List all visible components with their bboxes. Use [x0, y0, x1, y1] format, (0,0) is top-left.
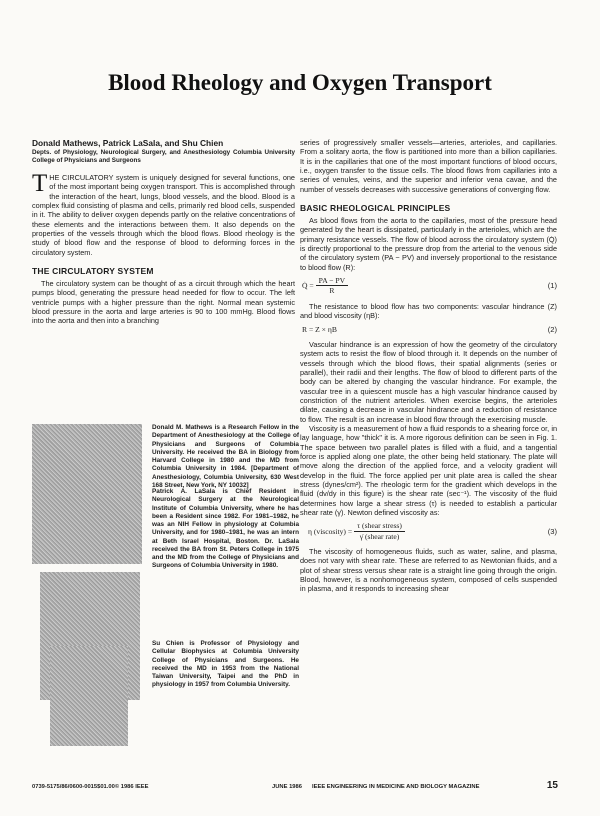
drop-cap: T: [32, 170, 48, 197]
equation-3-numerator: τ (shear stress): [354, 521, 405, 531]
right-paragraph-5: Viscosity is a measurement of how a fluid responds to a shearing force or, in lay language, how "thick" it is. A more rigorous definition can be seen in Fig. 1. The space between two parallel plates is filled with a fluid, and a tangential force is applied along one plate, the other being held stationary. The plate will move along the direction of the applied force, and a velocity gradient will develop in the fluid. The force applied per unit plate area is called the shear stress (dynes/cm²). The rheologic term for the gradient which develops in the fluid (dv/dy in this figure) is the shear rate (sec⁻¹). The viscosity of the fluid determines how large a shear stress (τ) is needed to establish a particular shear rate (γ̇). Newton defined viscosity as:: [300, 423, 557, 518]
right-paragraph-4: Vascular hindrance is an expression of how the geometry of the circulatory system acts to resist the flow of blood through it. It depends on the number of vessels through which the blood flows, their spatial alignments (series or parallel), their radii and their lengths. The flow of blood to different parts of the body can be altered by changing the vascular hindrance. For example, the vascular tree in a quiescent muscle has a high vascular hindrance caused by constriction of the nutrient arterioles. When exercise begins, the arterioles dilate, causing a decrease in vascular hindrance and a reduction of resistance to flow. The result is an increase in blood flow through the exercising muscle.: [300, 339, 557, 424]
page-footer: [32, 780, 558, 791]
left-column: [32, 138, 295, 326]
footer-journal: IEEE ENGINEERING IN MEDICINE AND BIOLOGY MAGAZINE: [311, 784, 480, 790]
equation-3: [300, 521, 557, 541]
equation-1-lhs: Q̇ =: [302, 281, 314, 291]
intro-text: HE CIRCULATORY system is uniquely designed for several functions, one of the most important being oxygen transport. This is accomplished through the interaction of the heart, lungs, blood vessels, and the blood. Blood is a complex fluid consisting of plasma and cells, primarily red blood cells, suspended in it. The ability to deliver oxygen depends partly on the relative concentrations of these elements and the interactions between them. It also depends on the properties of the vessels through which the blood flows. Blood rheology is the study of blood flow and the response of blood to deforming forces in the circulatory system.: [32, 173, 295, 257]
right-paragraph-2: As blood flows from the aorta to the capillaries, most of the pressure head generated by the heart is dissipated, particularly in the arterioles, which are the primary resistance vessels. The flow of blood across the circulatory system (Q̇) is directly proportional to the pressure drop from the arterial to the venous side of the circulatory system (PA − PV) and inversely proportional to the resistance to blood flow (R):: [300, 216, 557, 272]
right-column: [300, 138, 557, 594]
equation-3-lhs: η (viscosity) =: [308, 526, 353, 536]
bio-text: Su Chien is Professor of Physiology and Cellular Biophysics at Columbia University College of Physicians and Surgeons. He received the MD in 1953 from the National Taiwan University, Taipei and the PhD in physiology in 1957 from Columbia University.: [152, 640, 299, 689]
footer-date: JUNE 1986: [272, 784, 302, 790]
right-paragraph-1: series of progressively smaller vessels—arteries, arterioles, and capillaries. From a solitary aorta, the flow is partitioned into more than a billion capillaries. It is in the capillaries that one of the most important functions of blood occurs, i.e., oxygen transfer to the tissue cells. The blood flows from capillaries into a series of venules, veins, and the superior and inferior vena cavae, and the number of vessels decreases with successive generations of converging flow.: [300, 138, 557, 194]
article-title: Blood Rheology and Oxygen Transport: [108, 70, 492, 95]
portrait-photo-chien: [50, 646, 128, 746]
right-paragraph-6: The viscosity of homogeneous fluids, such as water, saline, and plasma, does not vary with shear rate. These are referred to as Newtonian fluids, and a plot of shear stress versus shear rate is a straight line going through the origin. Blood, however, is a nonhomogeneous system, composed of cells suspended in plasma, and it responds to increasing shear: [300, 547, 557, 594]
author-list: Donald Mathews, Patrick LaSala, and Shu Chien: [32, 138, 224, 148]
right-paragraph-3: The resistance to blood flow has two components: vascular hindrance (Z) and blood viscosity (ηB):: [300, 301, 557, 321]
equation-1: [300, 276, 557, 296]
equation-1-numerator: PA − PV: [316, 276, 348, 286]
bio-text: Donald M. Mathews is a Research Fellow in the Department of Anesthesiology at the College of Physicians and Surgeons of Columbia University. He received the BA in Biology from Harvard College in 1980 and the MD from Columbia University in 1984. [Department of Anesthesiology, Columbia University, 630 West 168 Street, New York, NY 10032]: [152, 424, 299, 489]
author-affiliation: Depts. of Physiology, Neurological Surgery, and Anesthesiology Columbia University College of Physicians and Surgeons: [32, 149, 295, 164]
equation-1-number: (1): [547, 281, 557, 291]
bio-text: Patrick A. LaSala is Chief Resident in Neurological Surgery at the Neurological Institute of Columbia University, where he has been a Resident since 1982. For 1981–1982, he was an NIH Fellow in physiology at Columbia University, and for 1980–1981, he was an intern at Beth Israel Hospital, Boston. Dr. LaSala received the BA from St. Peters College in 1975 and the MD from the College of Physicians and Surgeons of Columbia University in 1980.: [152, 488, 299, 570]
circulatory-paragraph: The circulatory system can be thought of as a circuit through which the heart pumps blood, generating the pressure head needed for flow to occur. The left ventricle pumps with a higher pressure than the right. Normal mean systemic blood pressure in the aorta and large arteries is 90 to 100 mmHg. Blood flows into the aorta and then into a branching: [32, 279, 295, 326]
equation-3-number: (3): [547, 526, 557, 536]
footer-copyright: 0739-5175/86/0600-0015$01.00© 1986 IEEE: [32, 784, 149, 790]
intro-paragraph: [32, 170, 295, 257]
section-heading-circulatory: THE CIRCULATORY SYSTEM: [32, 266, 154, 277]
equation-2-number: (2): [547, 324, 557, 334]
page-number: 15: [546, 780, 558, 791]
equation-1-denominator: R: [329, 286, 335, 296]
section-heading-rheology: BASIC RHEOLOGICAL PRINCIPLES: [300, 203, 451, 214]
equation-3-denominator: γ̇ (shear rate): [359, 531, 400, 541]
equation-2: [300, 325, 557, 334]
portrait-photo-mathews: [32, 424, 142, 564]
equation-2-expression: R = Z × ηB: [302, 324, 337, 334]
